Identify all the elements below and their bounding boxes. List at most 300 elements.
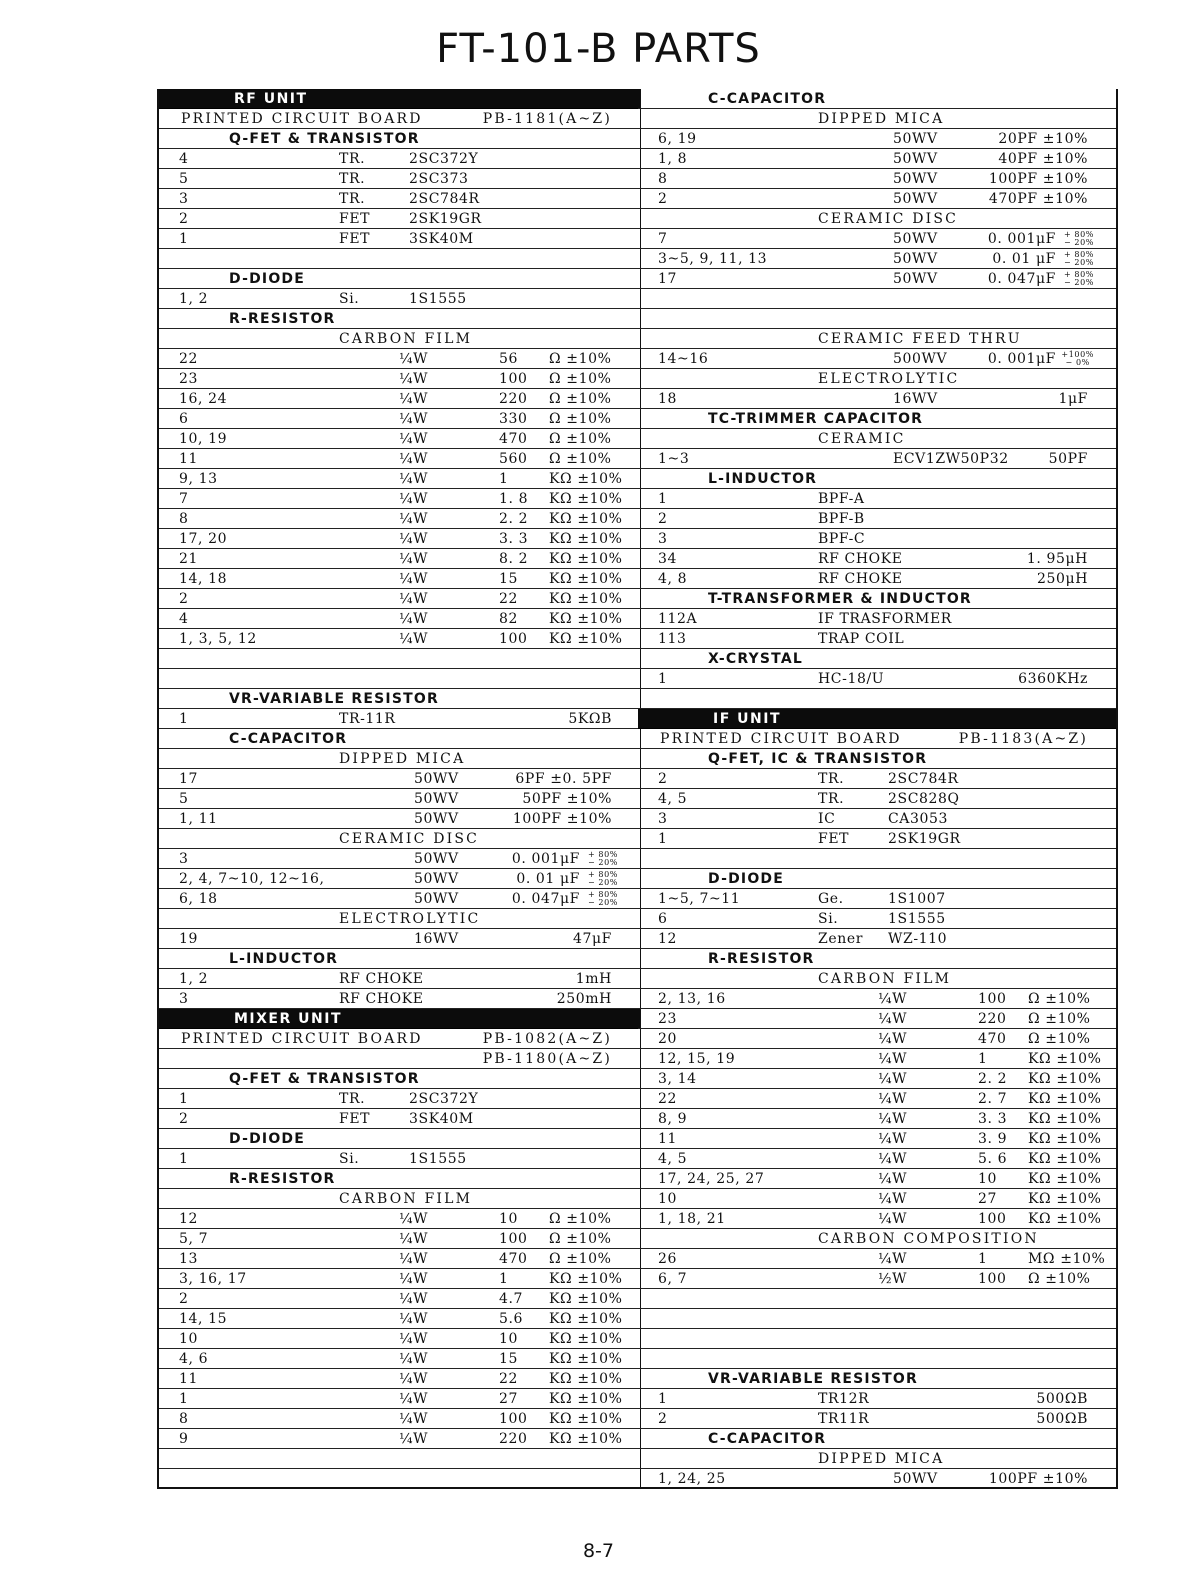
unit-tolerance: KΩ ±10% [549,1371,623,1387]
section-title: D-DIODE [229,1131,306,1147]
tolerance-plus: + 80% [1063,230,1094,239]
capacitance: 470PF ±10% [988,191,1088,207]
part-type: FET [339,211,371,227]
resistance: 10 [499,1331,519,1347]
tolerance-plus: + 80% [587,890,618,899]
capacitor-row [638,189,1116,209]
capacitance: 47μF [572,931,612,947]
wattage: ¼W [399,1271,429,1287]
resistance: 5.6 [499,1311,524,1327]
tolerance [1061,351,1094,367]
wattage: ¼W [878,1251,908,1267]
unit-tolerance: KΩ ±10% [549,1331,623,1347]
tolerance-minus: − 20% [587,858,618,867]
part-number: 3SK40M [409,1111,474,1127]
section-title: R-RESISTOR [229,1171,336,1187]
unit-header [638,709,1116,729]
capacitance: 0. 01 μF [992,251,1056,267]
component-row [638,529,1116,549]
section-title: TC-TRIMMER CAPACITOR [708,411,924,427]
blank-row [638,849,1116,869]
ref-numbers: 4 [179,611,189,627]
part-number: 2SC828Q [888,791,960,807]
part-row [159,709,640,729]
section-heading [638,89,1116,109]
ref-numbers: 34 [658,551,678,567]
unit-tolerance: KΩ ±10% [1028,1211,1102,1227]
capacitance: 0. 001μF [987,231,1056,247]
ref-numbers: 22 [179,351,199,367]
capacitance: 1μF [1058,391,1088,407]
part-row [159,189,640,209]
part-row [159,289,640,309]
ref-numbers: 5 [179,171,189,187]
unit-tolerance: Ω ±10% [549,391,612,407]
resistance: 1 [978,1051,988,1067]
part-type: TR. [818,771,845,787]
component-name: HC-18/U [818,671,885,687]
resistor-row [159,1289,640,1309]
wattage: ¼W [399,431,429,447]
resistance: 5. 6 [978,1151,1008,1167]
resistor-row [638,1129,1116,1149]
section-heading [159,269,640,289]
wattage: ¼W [399,1291,429,1307]
resistor-row [638,1209,1116,1229]
working-voltage: 50WV [893,1471,938,1487]
ref-numbers: 5 [179,791,189,807]
part-type: TR. [339,151,366,167]
wattage: ¼W [399,1311,429,1327]
unit-tolerance: KΩ ±10% [1028,1131,1102,1147]
subsection-heading [638,209,1116,229]
working-voltage: ECV1ZW50P32 [893,451,1009,467]
unit-tolerance: KΩ ±10% [549,1391,623,1407]
unit-tolerance: KΩ ±10% [1028,1111,1102,1127]
blank-row [638,1289,1116,1309]
ref-numbers: 2 [658,1411,668,1427]
component-row [638,569,1116,589]
ref-numbers: 112A [658,611,698,627]
component-row [638,1409,1116,1429]
resistor-row [159,1429,640,1449]
wattage: ¼W [399,351,429,367]
component-row [638,509,1116,529]
resistance: 22 [499,591,519,607]
section-title: VR-VARIABLE RESISTOR [708,1371,918,1387]
section-heading [638,869,1116,889]
ref-numbers: 23 [658,1011,678,1027]
resistance: 100 [499,1411,528,1427]
section-title: X-CRYSTAL [708,651,803,667]
component-row [638,489,1116,509]
component-row [159,989,640,1009]
ref-numbers: 3, 16, 17 [179,1271,247,1287]
section-heading [638,469,1116,489]
unit-title: MIXER UNIT [234,1011,342,1027]
section-title: D-DIODE [708,871,785,887]
section-title: R-RESISTOR [708,951,815,967]
ref-numbers: 1 [658,491,668,507]
unit-tolerance: Ω ±10% [549,1231,612,1247]
capacitor-row [159,869,640,889]
component-row [638,669,1116,689]
part-row [638,789,1116,809]
ref-numbers: 17, 24, 25, 27 [658,1171,765,1187]
ref-numbers: 1, 18, 21 [658,1211,726,1227]
ref-numbers: 4, 6 [179,1351,209,1367]
part-type: FET [339,1111,371,1127]
unit-tolerance: KΩ ±10% [1028,1191,1102,1207]
resistance: 100 [978,1211,1007,1227]
resistance: 3. 3 [978,1111,1008,1127]
tolerance-plus: + 80% [587,850,618,859]
working-voltage: 50WV [414,791,459,807]
resistor-row [159,389,640,409]
wattage: ¼W [399,1391,429,1407]
table-bottom-rule [157,1487,1116,1489]
resistance: 470 [499,1251,528,1267]
capacitor-row [638,169,1116,189]
section-heading [638,1369,1116,1389]
resistance: 100 [499,371,528,387]
unit-tolerance: Ω ±10% [1028,1031,1091,1047]
part-row [159,169,640,189]
subsection-title: ELECTROLYTIC [818,371,960,387]
subsection-title: ELECTROLYTIC [339,911,481,927]
resistor-row [159,1269,640,1289]
tolerance-plus: + 80% [1063,270,1094,279]
wattage: ¼W [878,1111,908,1127]
ref-numbers: 21 [179,551,199,567]
part-number: 2SK19GR [888,831,961,847]
ref-numbers: 6 [658,911,668,927]
capacitance: 0. 001μF [987,351,1056,367]
ref-numbers: 2, 4, 7~10, 12~16, [179,871,325,887]
unit-tolerance: KΩ ±10% [549,1411,623,1427]
capacitor-row [638,129,1116,149]
resistance: 10 [978,1171,998,1187]
tolerance [588,851,618,867]
resistance: 2. 7 [978,1091,1008,1107]
tolerance-minus: − 20% [587,878,618,887]
wattage: ¼W [399,1431,429,1447]
ref-numbers: 1, 3, 5, 12 [179,631,257,647]
subsection-title: CERAMIC DISC [339,831,480,847]
wattage: ¼W [878,1151,908,1167]
tolerance [588,891,618,907]
subsection-heading [638,109,1116,129]
ref-numbers: 2 [179,591,189,607]
capacitance: 0. 047μF [987,271,1056,287]
subsection-heading [159,829,640,849]
blank-row [159,1449,640,1469]
ref-numbers: 26 [658,1251,678,1267]
part-number: WZ-110 [888,931,948,947]
tolerance-plus: + 80% [1063,250,1094,259]
blank-row [638,1329,1116,1349]
component-value: 6360KHz [1018,671,1088,687]
wattage: ¼W [399,1371,429,1387]
component-name: TRAP COIL [818,631,905,647]
resistor-row [159,369,640,389]
wattage: ¼W [878,991,908,1007]
resistor-row [159,429,640,449]
ref-numbers: 4 [179,151,189,167]
working-voltage: 50WV [893,251,938,267]
tolerance-minus: − 0% [1065,358,1090,367]
board-row [638,729,1116,749]
ref-numbers: 5, 7 [179,1231,209,1247]
section-title: L-INDUCTOR [229,951,339,967]
component-row [638,609,1116,629]
part-type: Si. [339,1151,360,1167]
ref-numbers: 6, 7 [658,1271,688,1287]
resistor-row [159,609,640,629]
section-title: T-TRANSFORMER & INDUCTOR [708,591,972,607]
capacitance: 20PF ±10% [998,131,1088,147]
unit-tolerance: KΩ ±10% [1028,1151,1102,1167]
resistor-row [638,1009,1116,1029]
blank-row [638,1349,1116,1369]
part-value: 5KΩB [568,711,612,727]
subsection-title: CARBON FILM [339,1191,473,1207]
section-heading [159,1169,640,1189]
subsection-title: CERAMIC FEED THRU [818,331,1022,347]
unit-title: RF UNIT [234,91,308,107]
subsection-heading [638,329,1116,349]
resistor-row [638,1169,1116,1189]
wattage: ¼W [878,1131,908,1147]
unit-tolerance: Ω ±10% [549,1211,612,1227]
part-row [638,889,1116,909]
wattage: ¼W [399,1351,429,1367]
resistor-row [638,1269,1116,1289]
wattage: ¼W [399,1231,429,1247]
section-title: Q-FET & TRANSISTOR [229,131,420,147]
resistance: 100 [499,1231,528,1247]
ref-numbers: 4, 5 [658,791,688,807]
ref-numbers: 17, 20 [179,531,228,547]
resistor-row [159,1409,640,1429]
capacitor-row [159,769,640,789]
part-type: TR. [339,171,366,187]
part-number: 1S1007 [888,891,946,907]
capacitance: 100PF ±10% [988,171,1088,187]
component-name: TR12R [818,1391,870,1407]
capacitor-row [159,789,640,809]
component-value: 1. 95μH [1026,551,1088,567]
resistance: 330 [499,411,528,427]
resistance: 82 [499,611,519,627]
capacitance: 100PF ±10% [988,1471,1088,1487]
ref-numbers: 12 [658,931,678,947]
component-value: 500ΩB [1036,1411,1088,1427]
part-type: TR-11R [339,711,396,727]
left-parts-column [157,89,641,1489]
resistance: 15 [499,1351,519,1367]
subsection-title: DIPPED MICA [339,751,466,767]
wattage: ¼W [399,411,429,427]
subsection-heading [159,749,640,769]
section-title: D-DIODE [229,271,306,287]
capacitor-row [159,929,640,949]
ref-numbers: 14~16 [658,351,709,367]
ref-numbers: 3 [179,991,189,1007]
tolerance-minus: − 20% [587,898,618,907]
unit-tolerance: KΩ ±10% [549,611,623,627]
part-row [638,769,1116,789]
board-row [159,1029,640,1049]
ref-numbers: 8, 9 [658,1111,688,1127]
capacitor-row [638,349,1116,369]
resistor-row [159,1389,640,1409]
part-type: Si. [818,911,839,927]
page-title: FT-101-B PARTS [436,26,761,72]
unit-tolerance: KΩ ±10% [549,1351,623,1367]
unit-tolerance: KΩ ±10% [549,591,623,607]
component-name: BPF-B [818,511,865,527]
unit-tolerance: KΩ ±10% [549,571,623,587]
ref-numbers: 17 [658,271,678,287]
ref-numbers: 7 [658,231,668,247]
ref-numbers: 22 [658,1091,678,1107]
component-value: 250μH [1036,571,1088,587]
part-number: 1S1555 [888,911,946,927]
ref-numbers: 3, 14 [658,1071,697,1087]
tolerance-minus: − 20% [1063,238,1094,247]
resistance: 1 [978,1251,988,1267]
ref-numbers: 3 [179,191,189,207]
working-voltage: 50WV [414,891,459,907]
ref-numbers: 6 [179,411,189,427]
tolerance [1064,271,1094,287]
resistor-row [638,989,1116,1009]
unit-tolerance: KΩ ±10% [549,471,623,487]
working-voltage: 50WV [893,231,938,247]
part-row [159,149,640,169]
section-title: C-CAPACITOR [708,1431,827,1447]
part-type: TR. [339,1091,366,1107]
ref-numbers: 1, 8 [658,151,688,167]
ref-numbers: 1 [179,1151,189,1167]
resistance: 100 [978,991,1007,1007]
unit-tolerance: KΩ ±10% [549,1431,623,1447]
resistance: 220 [499,391,528,407]
tolerance [588,871,618,887]
resistance: 1 [499,1271,509,1287]
resistance: 27 [499,1391,519,1407]
part-number: 1S1555 [409,1151,467,1167]
ref-numbers: 8 [658,171,668,187]
component-value: 1mH [575,971,612,987]
ref-numbers: 14, 15 [179,1311,228,1327]
ref-numbers: 18 [658,391,678,407]
ref-numbers: 12 [179,1211,199,1227]
section-heading [638,589,1116,609]
ref-numbers: 10 [658,1191,678,1207]
component-name: BPF-A [818,491,865,507]
tolerance [1064,251,1094,267]
ref-numbers: 6, 19 [658,131,697,147]
section-title: Q-FET & TRANSISTOR [229,1071,420,1087]
capacitance: 0. 047μF [511,891,580,907]
resistor-row [159,1209,640,1229]
resistance: 27 [978,1191,998,1207]
capacitor-row [159,849,640,869]
resistor-row [159,1229,640,1249]
working-voltage: 50WV [414,811,459,827]
ref-numbers: 2 [658,771,668,787]
tolerance [1064,231,1094,247]
section-title: C-CAPACITOR [229,731,348,747]
section-heading [159,729,640,749]
resistor-row [159,549,640,569]
working-voltage: 50WV [893,171,938,187]
resistor-row [159,489,640,509]
subsection-title: CERAMIC DISC [818,211,959,227]
ref-numbers: 1~5, 7~11 [658,891,741,907]
ref-numbers: 1, 2 [179,971,209,987]
resistance: 470 [499,431,528,447]
subsection-heading [638,429,1116,449]
wattage: ¼W [878,1051,908,1067]
unit-tolerance: KΩ ±10% [549,631,623,647]
resistor-row [159,1309,640,1329]
unit-tolerance: Ω ±10% [549,451,612,467]
wattage: ¼W [878,1091,908,1107]
component-value: 250mH [556,991,612,1007]
resistor-row [638,1149,1116,1169]
ref-numbers: 4, 5 [658,1151,688,1167]
ref-numbers: 4, 8 [658,571,688,587]
component-value: 500ΩB [1036,1391,1088,1407]
wattage: ¼W [399,1211,429,1227]
resistor-row [638,1109,1116,1129]
working-voltage: 16WV [414,931,459,947]
part-row [159,209,640,229]
unit-tolerance: KΩ ±10% [549,551,623,567]
part-row [159,229,640,249]
unit-tolerance: KΩ ±10% [549,1271,623,1287]
part-row [638,929,1116,949]
capacitor-row [638,449,1116,469]
ref-numbers: 1 [658,831,668,847]
resistance: 1 [499,471,509,487]
wattage: ¼W [399,571,429,587]
subsection-heading [638,1229,1116,1249]
ref-numbers: 1 [179,1091,189,1107]
resistance: 4.7 [499,1291,524,1307]
part-row [159,1089,640,1109]
ref-numbers: 1 [658,1391,668,1407]
unit-tolerance: Ω ±10% [549,371,612,387]
unit-tolerance: MΩ ±10% [1028,1251,1106,1267]
resistor-row [159,589,640,609]
ref-numbers: 17 [179,771,199,787]
section-heading [159,949,640,969]
section-title: VR-VARIABLE RESISTOR [229,691,439,707]
subsection-title: CARBON COMPOSITION [818,1231,1039,1247]
resistor-row [159,469,640,489]
board-number: PB-1183(A~Z) [958,731,1088,747]
capacitor-row [159,809,640,829]
capacitance: 40PF ±10% [998,151,1088,167]
working-voltage: 50WV [893,191,938,207]
part-number: 2SC372Y [409,151,479,167]
part-number: 2SC372Y [409,1091,479,1107]
wattage: ¼W [399,491,429,507]
